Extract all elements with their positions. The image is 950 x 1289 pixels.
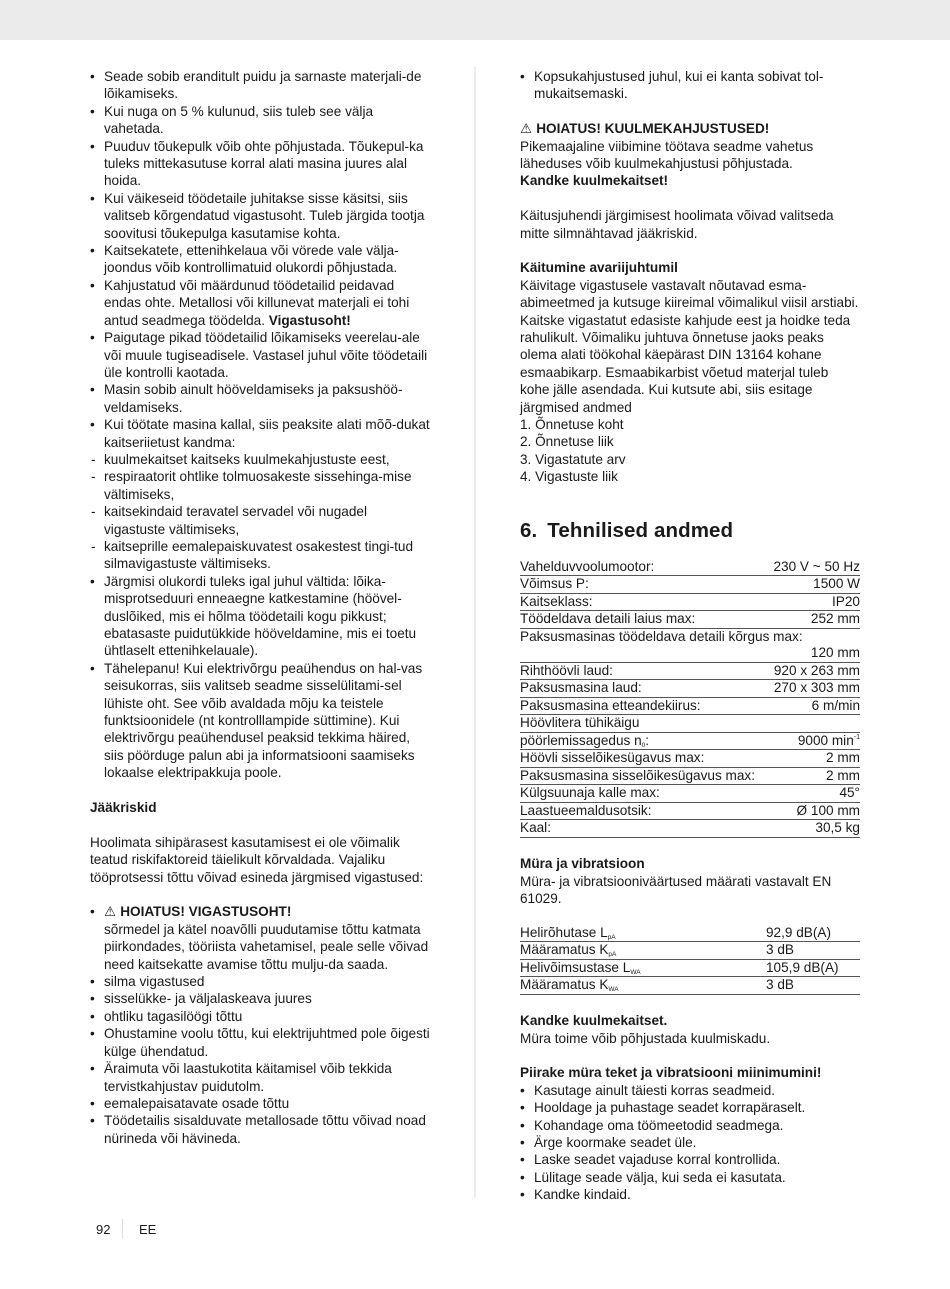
- spec-row: [520, 611, 860, 629]
- list-item: • silma vigastused: [90, 973, 430, 990]
- list-item: [90, 277, 430, 329]
- noise-label-text: Määramatus K: [520, 977, 609, 993]
- spec-value: 2 mm: [768, 767, 860, 785]
- emergency-text: Käivitage vigastusele vastavalt nõutavad esma-abimeetmed ja kutsuge kiireimal võimalikul viisil arstiabi. Kaitske vigastatut edasiste kahjude eest ja hoidke teda rahulikult. Võimaliku juhtuva õnnetuse jaoks peaks olema alati töökohal käepärast DIN 13164 kohane esmaabikarp. Esmaabikarbist võetud materjal tuleb kohe jälle asendada. Kui kutsute abi, siis esitage järgmised andmed: [520, 277, 859, 415]
- warning-title: [104, 904, 291, 919]
- list-item: [90, 903, 430, 973]
- noise-value: 105,9 dB(A): [766, 959, 860, 977]
- noise-limit-heading: Piirake müra teket ja vibratsiooni miinimumini!: [520, 1065, 822, 1081]
- spec-label: Paksusmasinas töödeldava detaili kõrgus max:: [520, 628, 803, 644]
- spec-value: 45°: [768, 785, 860, 803]
- list-item: • Puuduv tõukepulk võib ohte põhjustada. Tõukepul-ka tuleks mittekasutuse korral alati masina juures alal hoida.: [90, 138, 430, 190]
- hearing-warning-emphasis: Kandke kuulmekaitset!: [520, 173, 669, 189]
- spec-label: Höövli sisselõikesügavus max:: [520, 750, 768, 768]
- injury-risk-emphasis: Vigastusoht!: [268, 312, 351, 328]
- spec-value: 230 V ~ 50 Hz: [768, 559, 860, 576]
- spec-row: [520, 576, 860, 594]
- warning-triangle-icon: ⚠: [520, 121, 533, 137]
- list-item: • Paigutage pikad töödetailid lõikamiseks veerelau-ale või muule tugiseadisele. Vastasel juhul võite töödetaili üle kontrolli kaotada.: [90, 329, 430, 381]
- noise-label-text: Määramatus K: [520, 942, 609, 958]
- list-item: • Ärge koormake seadet üle.: [520, 1134, 860, 1151]
- list-item: • Kaitsekatete, ettenihkelaua või vörede vale välja-joondus võib kontrollimatuid olukordi põhjustada.: [90, 242, 430, 277]
- list-item: • eemalepaisatavate osade tõttu: [90, 1095, 430, 1112]
- list-item: • Seade sobib eranditult puidu ja sarnaste materjali-de lõikamiseks.: [90, 68, 430, 103]
- spec-row: [520, 732, 860, 750]
- safety-bullets: [90, 68, 430, 782]
- noise-value: 3 dB: [766, 977, 860, 995]
- noise-table: [520, 925, 860, 995]
- spec-label: Võimsus P:: [520, 576, 768, 594]
- spec-value: 120 mm: [768, 645, 860, 662]
- noise-text: Müra- ja vibratsiooniväärtused määrati vastavalt EN 61029.: [520, 873, 832, 906]
- noise-label-subscript: WA: [608, 986, 619, 994]
- noise-label-text: Helirõhutase L: [520, 924, 608, 940]
- hearing-protection-text: Müra toime võib põhjustada kuulmiskadu.: [520, 1030, 771, 1046]
- spec-label: [520, 732, 768, 750]
- spec-label: Höövlitera tühikäigu: [520, 715, 860, 733]
- list-item: • Kandke kindaid.: [520, 1186, 860, 1203]
- noise-label-subscript: pA: [608, 951, 617, 959]
- emergency-list-item: 4. Vigastuste liik: [520, 469, 618, 485]
- spec-row: [520, 662, 860, 680]
- spec-label: Paksusmasina etteandekiirus:: [520, 697, 768, 715]
- spec-label-part: :: [645, 732, 650, 748]
- emergency-list-item: 1. Õnnetuse koht: [520, 417, 624, 433]
- residual-note: Käitusjuhendi järgimisest hoolimata võivad valitseda mitte silmnähtavad jääkriskid.: [520, 208, 834, 241]
- list-item: • Töödetailis sisalduvate metallosade tõttu võivad noad nürineda või hävineda.: [90, 1112, 430, 1147]
- residual-risks-heading: Jääkriskid: [90, 800, 157, 816]
- noise-value: 3 dB: [766, 942, 860, 960]
- spec-row: [520, 593, 860, 611]
- ppe-list: [90, 451, 430, 573]
- lung-bullet-list: [520, 68, 860, 103]
- spec-row: [520, 680, 860, 698]
- right-column: [520, 68, 860, 1204]
- spec-label: Paksusmasina laud:: [520, 680, 768, 698]
- ppe-item: - kuulmekaitset kaitseks kuulmekahjustuste eest,: [90, 451, 430, 468]
- injury-list: [90, 903, 430, 1147]
- spec-value: IP20: [768, 593, 860, 611]
- spec-label-subscript: 0: [641, 741, 646, 749]
- spec-label: Külgsuunaja kalle max:: [520, 785, 768, 803]
- list-item: • Järgmisi olukordi tuleks igal juhul vältida: lõika-misprotseduuri enneaegne katkestamine (höövel-duslõiked, mis ei hõlma töödetaili kogu pikkust; ebatasaste puidutükkide hööveldamine, mis ei toetu ühtlaselt ettenihkelauale).: [90, 573, 430, 660]
- noise-row: [520, 959, 860, 977]
- noise-label: [520, 959, 766, 977]
- spec-value: 6 m/min: [768, 697, 860, 715]
- spec-value: 30,5 kg: [768, 820, 860, 838]
- list-item: • Tähelepanu! Kui elektrivõrgu peaühendus on hal-vas seisukorras, siis valitseb seadme sisselülitami-sel lühiste oht. See võib avaldada mõju ka teistele funktsioonidele (nt kontrolllampide süttimine). Kui elektrivõrgu peaühendusel peaksid tekkima häired, siis pöörduge palun abi ja informatsiooni saamiseks lokaalse elektripakkuja poole.: [90, 660, 430, 782]
- list-item: • ohtliku tagasilöögi tõttu: [90, 1008, 430, 1025]
- hearing-protection-heading: Kandke kuulmekaitset.: [520, 1013, 668, 1029]
- list-item: • Kasutage ainult täiesti korras seadmeid.: [520, 1082, 860, 1099]
- spec-row: [520, 645, 860, 662]
- hearing-warning-title-text: HOIATUS! KUULMEKAHJUSTUSED!: [536, 121, 770, 137]
- spec-row: [520, 767, 860, 785]
- ppe-item: - respiraatorit ohtlike tolmuosakeste sissehinga-mise vältimiseks,: [90, 468, 430, 503]
- list-item: • Kopsukahjustused juhul, kui ei kanta sobivat tol-mukaitsemaski.: [520, 68, 860, 103]
- ppe-intro: Kui töötate masina kallal, siis peaksite alati mõõ-dukat kaitseriietust kandma:: [104, 417, 430, 450]
- noise-label: [520, 977, 766, 995]
- spec-value-superscript: -1: [853, 733, 860, 741]
- spec-row: [520, 697, 860, 715]
- hearing-warning-title: [520, 120, 860, 137]
- spec-label-part: pöörlemissagedus n: [520, 732, 642, 748]
- list-item: • Kui väikeseid töödetaile juhitakse sisse käsitsi, siis valitseb kõrgendatud vigastusoht. Tuleb järgida tootja soovitusi tõukepulga kasutamise kohta.: [90, 190, 430, 242]
- spec-value: 920 x 263 mm: [768, 662, 860, 680]
- noise-label: [520, 942, 766, 960]
- spec-row: [520, 628, 860, 645]
- emergency-list-item: 2. Õnnetuse liik: [520, 434, 614, 450]
- section-heading: [520, 519, 860, 543]
- page-footer: [0, 1219, 950, 1241]
- list-item: [90, 416, 430, 573]
- list-item: • Masin sobib ainult hööveldamiseks ja paksushöö-veldamiseks.: [90, 381, 430, 416]
- footer-divider: [122, 1219, 123, 1239]
- spec-label: Töödeldava detaili laius max:: [520, 611, 768, 629]
- list-item: • Hooldage ja puhastage seadet korrapäraselt.: [520, 1099, 860, 1116]
- spec-label: Rihthöövli laud:: [520, 662, 768, 680]
- spec-value: 1500 W: [768, 576, 860, 594]
- spec-value-part: 9000 min: [797, 732, 854, 748]
- column-divider: [474, 67, 476, 1198]
- spec-label: Paksusmasina sisselõikesügavus max:: [520, 767, 768, 785]
- section-title: Tehnilised andmed: [547, 518, 734, 542]
- spec-value: 252 mm: [768, 611, 860, 629]
- noise-value: 92,9 dB(A): [766, 925, 860, 942]
- spec-value: 270 x 303 mm: [768, 680, 860, 698]
- residual-risks-text: Hoolimata sihipärasest kasutamisest ei ole võimalik teatud riskifaktoreid täielikult kõrvaldada. Vajaliku tööprotsessi tõttu võivad esineda järgmised vigastused:: [90, 834, 424, 885]
- spec-value: Ø 100 mm: [768, 802, 860, 820]
- noise-row: [520, 942, 860, 960]
- list-item-text: Kahjustatud või määrdunud töödetailid peidavad endas ohte. Metallosi või killunevat materjali ei tohi antud seadmega töödelda.: [104, 277, 410, 328]
- noise-label: [520, 925, 766, 942]
- spec-row: [520, 802, 860, 820]
- spec-row: [520, 785, 860, 803]
- spec-row: [520, 559, 860, 576]
- noise-limit-list: [520, 1082, 860, 1204]
- list-item: • Laske seadet vajaduse korral kontrollida.: [520, 1151, 860, 1168]
- spec-label: Kaal:: [520, 820, 768, 838]
- spec-table: [520, 559, 860, 838]
- noise-label-subscript: pA: [607, 933, 616, 941]
- section-number: 6.: [520, 518, 538, 542]
- emergency-list-item: 3. Vigastatute arv: [520, 451, 626, 467]
- viewer-top-bar: [0, 0, 950, 40]
- noise-row: [520, 925, 860, 942]
- list-item: • Kui nuga on 5 % kulunud, siis tuleb see välja vahetada.: [90, 103, 430, 138]
- spec-label: Laastueemaldusotsik:: [520, 802, 768, 820]
- spec-value: [768, 732, 860, 750]
- spec-row: [520, 820, 860, 838]
- spec-value: 2 mm: [768, 750, 860, 768]
- list-item: • Kohandage oma töömeetodid seadmega.: [520, 1117, 860, 1134]
- emergency-heading: Käitumine avariijuhtumil: [520, 260, 678, 276]
- spec-label: Vahelduvvoolumootor:: [520, 559, 768, 576]
- spec-row: [520, 715, 860, 733]
- language-code: EE: [139, 1222, 157, 1237]
- warning-triangle-icon: ⚠: [104, 904, 117, 920]
- noise-heading: Müra ja vibratsioon: [520, 856, 645, 872]
- list-item: • sisselükke- ja väljalaskeava juures: [90, 990, 430, 1007]
- noise-label-subscript: WA: [630, 968, 641, 976]
- spec-row: [520, 750, 860, 768]
- noise-row: [520, 977, 860, 995]
- warning-text: sõrmedel ja kätel noavõlli puudutamise tõttu katmata piirkondades, tööriista vahetamisel, peale selle võivad need kaitsekatte avamise tõttu mulju-da saada.: [104, 921, 429, 972]
- hearing-warning-text: Pikemaajaline viibimine töötava seadme vahetus läheduses võib kuulmekahjustusi põhjustada.: [520, 138, 814, 172]
- list-item: • Äraimuta või laastukotita käitamisel võib tekkida tervistkahjustav puidutolm.: [90, 1060, 430, 1095]
- page-number: 92: [96, 1222, 111, 1237]
- warning-title-text: HOIATUS! VIGASTUSOHT!: [120, 904, 292, 920]
- list-item: • Lülitage seade välja, kui seda ei kasutata.: [520, 1169, 860, 1186]
- ppe-item: - kaitsekindaid teravatel servadel või nugadel vigastuste vältimiseks,: [90, 503, 430, 538]
- ppe-item: - kaitseprille eemalepaiskuvatest osakestest tingi-tud silmavigastuste vältimiseks.: [90, 538, 430, 573]
- spec-label: Kaitseklass:: [520, 593, 768, 611]
- noise-label-text: Helivõimsustase L: [520, 959, 631, 975]
- list-item: • Ohustamine voolu tõttu, kui elektrijuhtmed pole õigesti külge ühendatud.: [90, 1025, 430, 1060]
- left-column: [90, 68, 430, 1147]
